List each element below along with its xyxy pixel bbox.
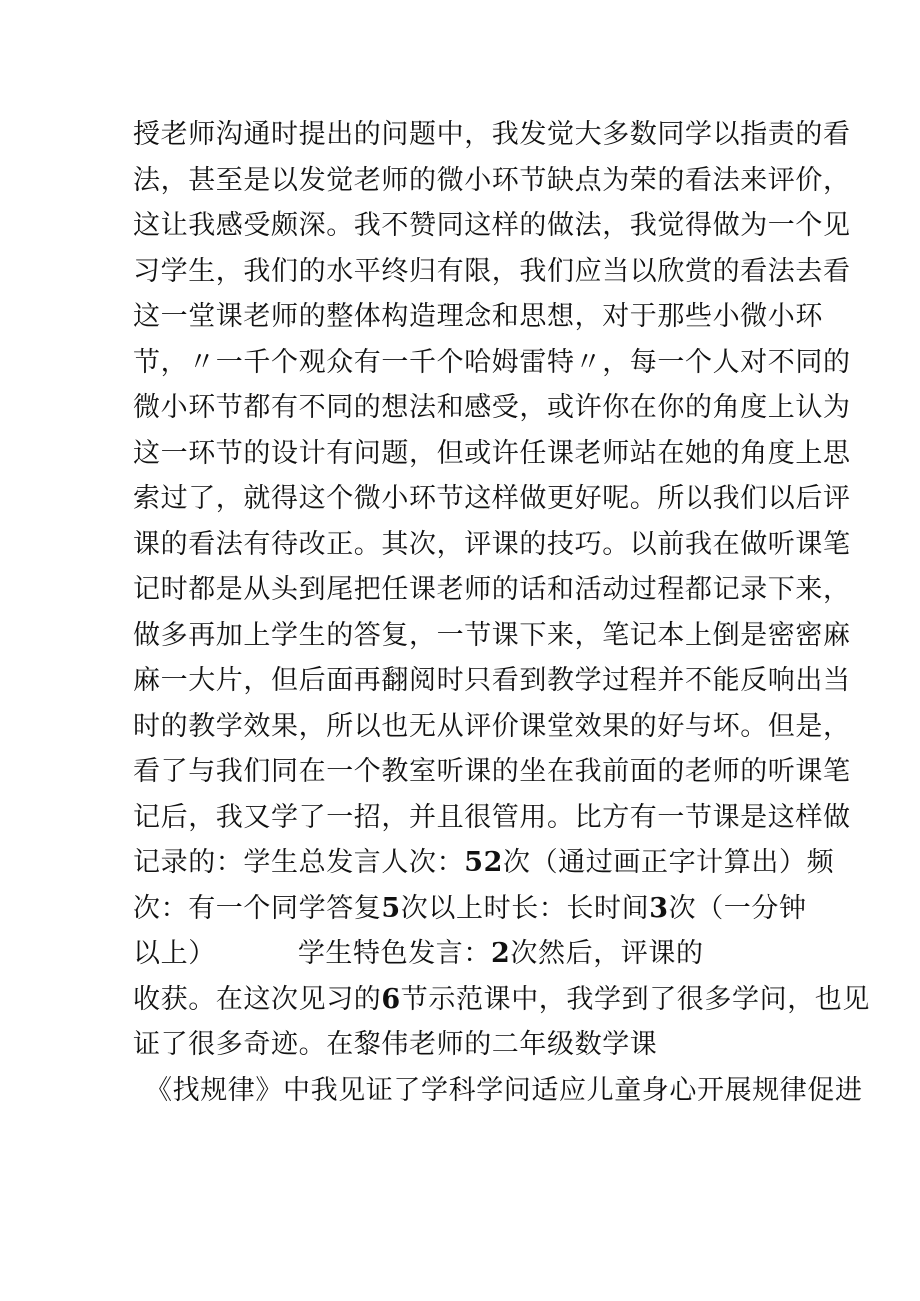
text-run: 记后，我又学了一招，并且很管用。比方有一节课是这样做	[133, 801, 851, 833]
text-line	[133, 613, 851, 659]
text-run: 习学生，我们的水平终归有限，我们应当以欣赏的看法去看	[133, 255, 851, 287]
text-run: 收获。在这次见习的	[133, 983, 382, 1015]
text-run: 学生特色发言：	[297, 938, 492, 969]
text-run: 这一堂课老师的整体构造理念和思想，对于那些小微小环	[133, 301, 823, 332]
text-line	[133, 158, 851, 204]
text-run: 节，〃一千个观众有一千个哈姆雷特〃，每一个人对不同的	[133, 346, 851, 378]
number-run: 3	[649, 892, 669, 924]
text-line	[145, 1068, 863, 1114]
text-run: 次以上时长：长时间	[400, 892, 650, 924]
text-run: 法，甚至是以发觉老师的微小环节缺点为荣的看法来评价，	[133, 164, 851, 196]
text-line	[133, 749, 851, 795]
number-run: 6	[381, 983, 401, 1015]
text-line	[133, 476, 851, 522]
text-line	[133, 886, 813, 932]
text-run: 记时都是从头到尾把任课老师的话和活动过程都记录下来，	[133, 574, 851, 605]
text-run: 时的教学效果，所以也无从评价课堂效果的好与坏。但是，	[133, 710, 851, 742]
text-line	[133, 385, 851, 431]
body-text	[133, 112, 870, 1113]
text-line	[133, 658, 851, 704]
number-run: 2	[491, 938, 511, 969]
text-run: 次然后，评课的	[510, 938, 704, 969]
text-line	[133, 112, 851, 158]
text-run: 次（通过画正字计算出）频	[502, 847, 835, 878]
text-line	[133, 977, 870, 1023]
text-line	[133, 704, 851, 750]
text-line	[133, 840, 835, 886]
number-run: 52	[464, 847, 503, 878]
text-line	[133, 294, 823, 340]
text-run: 记录的：学生总发言人次：	[133, 847, 465, 878]
text-line	[133, 431, 851, 477]
number-run: 5	[381, 892, 401, 924]
text-run: 做多再加上学生的答复，一节课下来，笔记本上倒是密密麻	[133, 619, 851, 651]
text-run: 《找规律》中我见证了学科学问适应儿童身心开展规律促进	[145, 1074, 863, 1106]
text-run: 次（一分钟	[668, 892, 807, 924]
text-run: 看了与我们同在一个教室听课的坐在我前面的老师的听课笔	[133, 756, 851, 787]
text-line	[133, 795, 851, 841]
text-run: 索过了，就得这个微小环节这样做更好呢。所以我们以后评	[133, 483, 851, 514]
text-run: 麻一大片，但后面再翻阅时只看到教学过程并不能反响出当	[133, 665, 851, 696]
text-run: 节示范课中，我学到了很多学问，也见	[400, 983, 870, 1015]
text-run: 证了很多奇迹。在黎伟老师的二年级数学课	[133, 1029, 658, 1060]
text-run: 微小环节都有不同的想法和感受，或许你在你的角度上认为	[133, 392, 851, 423]
text-line	[133, 340, 851, 386]
text-line	[133, 203, 851, 249]
text-run: 以上）	[133, 938, 216, 969]
text-line	[133, 567, 851, 613]
text-line	[133, 522, 851, 568]
text-line	[133, 249, 851, 295]
text-line	[133, 931, 813, 977]
text-run: 课的看法有待改正。其次，评课的技巧。以前我在做听课笔	[133, 528, 851, 560]
text-run: 授老师沟通时提出的问题中，我发觉大多数同学以指责的看	[133, 119, 851, 150]
text-run: 这一环节的设计有问题，但或许任课老师站在她的角度上思	[133, 437, 851, 469]
text-line	[133, 1022, 813, 1068]
text-run: 次：有一个同学答复	[133, 892, 382, 924]
text-run: 这让我感受颇深。我不赞同这样的做法，我觉得做为一个见	[133, 210, 851, 241]
